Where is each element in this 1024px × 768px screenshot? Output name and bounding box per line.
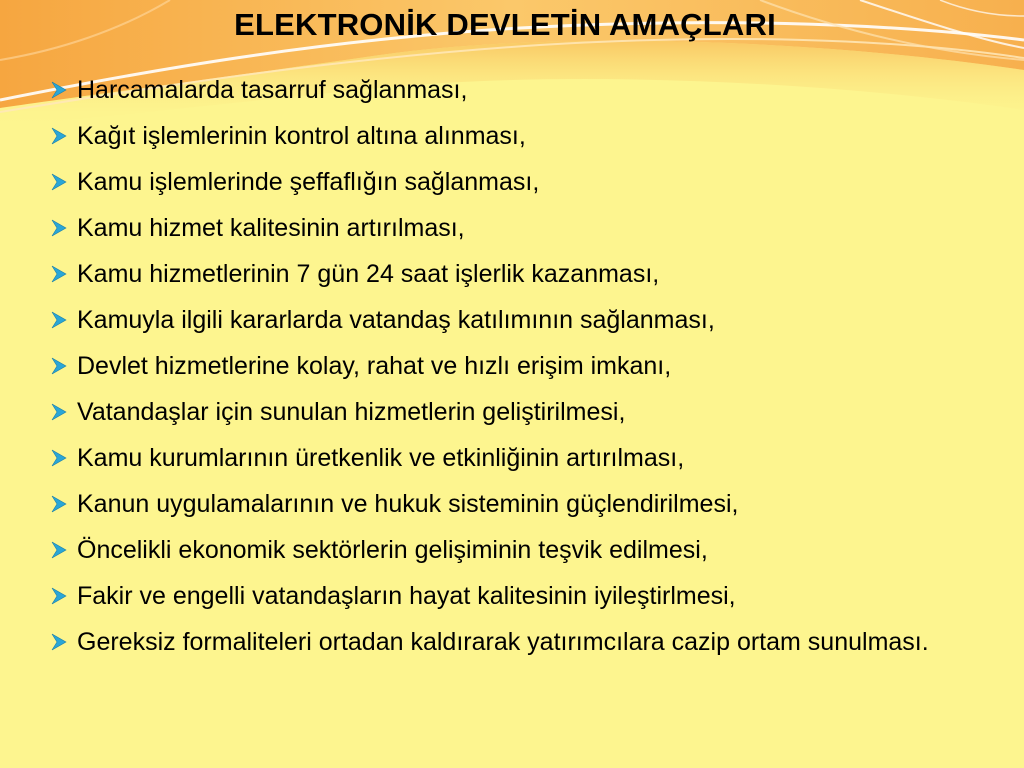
bullet-text: Gereksiz formaliteleri ortadan kaldırarak yatırımcılara cazip ortam sunulması. [77, 628, 929, 656]
chevron-right-arrow-icon [50, 357, 68, 375]
bullet-item [48, 121, 1008, 151]
bullet-item [48, 443, 1008, 473]
bullet-text: Kamu kurumlarının üretkenlik ve etkinliğinin artırılması, [77, 444, 685, 472]
bullet-text: Öncelikli ekonomik sektörlerin gelişiminin teşvik edilmesi, [77, 536, 708, 564]
bullet-item [48, 397, 1008, 427]
bullet-item [48, 305, 1008, 335]
bullet-text: Kamuyla ilgili kararlarda vatandaş katılımının sağlanması, [77, 306, 715, 334]
chevron-right-arrow-icon [50, 449, 68, 467]
chevron-right-arrow-icon [50, 403, 68, 421]
chevron-right-arrow-icon [50, 265, 68, 283]
chevron-right-arrow-icon [50, 633, 68, 651]
bullet-item [48, 351, 1008, 381]
bullet-text: Devlet hizmetlerine kolay, rahat ve hızlı erişim imkanı, [77, 352, 672, 380]
bullet-text: Fakir ve engelli vatandaşların hayat kalitesinin iyileştirlmesi, [77, 582, 736, 610]
bullet-text: Kamu işlemlerinde şeffaflığın sağlanması, [77, 168, 540, 196]
bullet-text: Vatandaşlar için sunulan hizmetlerin geliştirilmesi, [77, 398, 626, 426]
bullet-text: Kamu hizmetlerinin 7 gün 24 saat işlerlik kazanması, [77, 260, 660, 288]
chevron-right-arrow-icon [50, 541, 68, 559]
slide-title: ELEKTRONİK DEVLETİN AMAÇLARI [234, 7, 776, 42]
bullet-item [48, 627, 1008, 657]
bullet-text: Harcamalarda tasarruf sağlanması, [77, 76, 468, 104]
chevron-right-arrow-icon [50, 587, 68, 605]
bullet-item [48, 535, 1008, 565]
bullet-item [48, 581, 1008, 611]
bullet-list [48, 75, 1008, 673]
bullet-text: Kağıt işlemlerinin kontrol altına alınması, [77, 122, 526, 150]
bullet-item [48, 213, 1008, 243]
chevron-right-arrow-icon [50, 219, 68, 237]
bullet-item [48, 167, 1008, 197]
bullet-item [48, 259, 1008, 289]
bullet-item [48, 75, 1008, 105]
chevron-right-arrow-icon [50, 311, 68, 329]
bullet-text: Kamu hizmet kalitesinin artırılması, [77, 214, 465, 242]
chevron-right-arrow-icon [50, 81, 68, 99]
chevron-right-arrow-icon [50, 495, 68, 513]
bullet-text: Kanun uygulamalarının ve hukuk sisteminin güçlendirilmesi, [77, 490, 739, 518]
bullet-item [48, 489, 1008, 519]
chevron-right-arrow-icon [50, 173, 68, 191]
chevron-right-arrow-icon [50, 127, 68, 145]
